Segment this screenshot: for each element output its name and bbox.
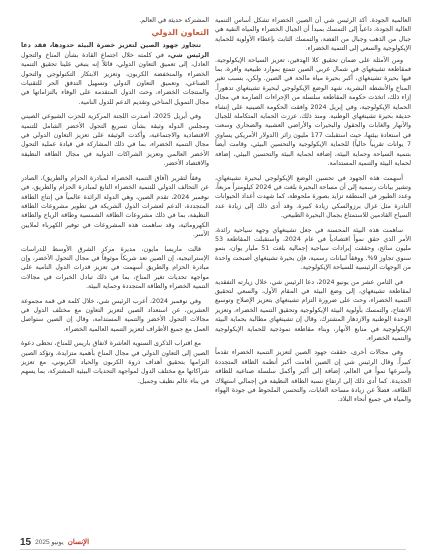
issue-date: يونيو 2025 bbox=[35, 539, 64, 546]
footer-divider bbox=[20, 549, 406, 550]
column-paragraph: ساهمت هذه البيئة المحسنة في جعل تشينغهاي وجهة سياحية رائدة، الأمر الذي حقق نمواً اقتصادياً في عام 2024، واستقبلت المقاطعة 53 مليون سائح، وحققت إيرادات سياحية إجمالية بلغت 51 مليار يوان، بنمو سنوي تجاوز 9%. ووفقاً لبيانات رسمية، فإن بحيرة تشينغهاي أصبحت واحدة من الوجهات الرئيسية للسياحة الإيكولوجية. bbox=[215, 226, 411, 272]
column-paragraph: وفي مجالات أخرى، حققت جهود الصين لتعزيز التنمية الخضراء تقدماً كبيراً. وقال الرئيس شي إن الصين أقامت أكبر أنظمة الطاقة المتجددة وأسرعها نمواً في العالم، إضافة إلى أكبر وأكمل سلسلة صناعية للطاقة الجديدة. كما أدى ذلك إلى ارتفاع نسبة الطاقة النظيفة في إجمالي استهلاك الطاقة، فضلاً عن زيادة مساحة الغابات، والتحسن الملحوظ في جودة الهواء والمياه في جميع أنحاء البلاد. bbox=[215, 349, 411, 404]
column-top-line: المشتركة حديثة في العالم. bbox=[139, 17, 209, 24]
column-paragraph: وفي أبريل 2025، أصدرت اللجنة المركزية للحزب الشيوعي الصيني ومجلس الدولة وثيقة بشأن تسريع التحول الأخضر الشامل للتنمية الاقتصادية والاجتماعية، وأكدت الوثيقة على تعزيز التعاون الدولي في مجال التنمية الخضراء، بما في ذلك المشاركة في قيادة عملية التحول الأخضر العالمي وتعزيز الشراكات الدولية في مجال الطاقة النظيفة والاقتصاد الأخضر. bbox=[21, 113, 209, 168]
column-paragraph: العالمية الجودة. أكد الرئيس شي أن الصين الخضراء تشكل أساس التنمية العالية الجودة، داعياً إلى التمسك بمبدأ أن الجبال الخضراء والمياه النقية هي جبال من الذهب وجبال من الفضة، والتمسك الثابت بإعطاء الأولوية للحماية الإيكولوجية والسعي إلى التنمية الخضراء. bbox=[215, 17, 411, 53]
paragraph-continuation: في كلمته خلال اجتماع القادة بشأن المناخ والتحول العادل، إلى تعميق التعاون الدولي، قائلاً إنه ينبغي علينا تحقيق التنمية الخضراء والمنخفضة الكربون، وتعزيز الابتكار التكنولوجي والتحول الصناعي، وتعميق التعاون الدولي وتسهيل التدفق الحر للتقنيات والمنتجات الخضراء، وحث الدول المتقدمة على الوفاء بالتزاماتها في مجال التمويل المناخي وتقديم الدعم للدول النامية. bbox=[21, 51, 209, 106]
column-paragraph: وفي نوفمبر 2024، أعرب الرئيس شي، خلال كلمة في قمة مجموعة العشرين، عن استعداد الصين لتعزيز التعاون مع مختلف الدول في مجالات التحول الأخضر والتنمية المستدامة، وقال إن الصين ستواصل العمل مع جميع الأطراف لتعزيز التنمية العالمية الخضراء. bbox=[21, 297, 209, 333]
lead-in-bold: تتجاوز جهود الصين لتعزيز خضرة البيئة حدودها، فقد دعا الرئيس شي، bbox=[21, 42, 209, 59]
column-paragraph: وفقاً لتقرير (آفاق التنمية الخضراء لمبادرة الحزام والطريق)، الصادر عن التحالف الدولي للتنمية الخضراء التابع لمبادرة الحزام والطريق، في نوفمبر 2024، تقدم الصين، وهي الدولة الرائدة عالمياً في إنتاج الطاقة المتجددة، الدعم لعشرات الدول الشريكة في تطوير مشروعات الطاقة النظيفة، بما في ذلك مشروعات الطاقة الشمسية وطاقة الرياح والطاقة الكهرومائية، وقد ساهمت هذه المشروعات في توفير الكهرباء لملايين الأسر. bbox=[21, 174, 209, 239]
column-paragraph: أسهمت هذه الجهود في تحسين الوضع الإيكولوجي لبحيرة تشينغهاي، وتشير بيانات رسمية إلى أن مساحة البحيرة بلغت في 2024 كيلومتراً مربعاً، وعدد الطيور في المنطقة تزايد بصورة ملحوظة، كما شهدت أعداد الحيوانات النادرة مثل غزال برزوالسكي زيادة كبيرة. وقد أدى ذلك إلى زيادة عدد السياح القادمين للاستمتاع بجمال البحيرة الطبيعي. bbox=[215, 174, 411, 220]
column-paragraph: ومن الأمثلة على ضمان تحقيق كلا الهدفين، تعزيز السياحة الإيكولوجية. فمقاطعة تشينغهاي في شمال غربي الصين تتمتع بموارد طبيعية وافرة، بما فيها بحيرة تشينغهاي، أكبر بحيرة مياه مالحة في الصين. ولكن، بسبب تغير المناخ والأنشطة البشرية، شهد الوضع الإيكولوجي لبحيرة تشينغهاي تدهوراً. إزاء ذلك، اتخذت حكومة المقاطعة سلسلة من الإجراءات الصارمة في مجال الحماية الإيكولوجية، وفي إبريل 2024 وافقت الحكومة الصينية على إنشاء حديقة بحيرة تشينغهاي الوطنية. ومنذ ذلك، عززت الحماية المتكاملة للجبال والأنهار والغابات والحقول والبحيرات والأراضي العشبية والصحاري وسعت في استعادة بيئتها، حيث استقبلت 177 مليون زائر (الدولار الأمريكي يساوي 7 يوانات تقريباً حالياً) للحماية الإيكولوجية والتحسين البيئي، وقامت أيضاً بتنمية السياحة وحماية البيئة، إضافة لحماية البيئة والتحسين البيئي، إضافة لحماية البيئة والتنمية المستدامة. bbox=[215, 56, 411, 168]
section-heading: التعاون الدولي bbox=[151, 28, 209, 38]
column-paragraph: مع اقتراب الذكرى السنوية العاشرة لاتفاق باريس للمناخ، تحظى دعوة الصين إلى التعاون الدولي في مجال المناخ بأهمية متزايدة، وتؤكد الصين التزامها بتحقيق أهداف ذروة الكربون والحياد الكربوني، مع تعزيز شراكاتها مع مختلف الدول لمواجهة التحديات البيئية المشتركة، بما يسهم في بناء عالم نظيف وجميل. bbox=[21, 340, 209, 385]
column-paragraph: في الثامن عشر من يونيو 2024، دعا الرئيس شي، خلال زيارته التفقدية لمقاطعة تشينغهاي، إلى وضع البيئة في المقام الأول، والسعي لتحقيق التنمية الخضراء، وحث على ضرورة التزام تشينغهاي بتعزيز الإصلاح وتوسيع الانفتاح، والتمسك بأولوية البيئة الإيكولوجية وتحقيق التنمية الخضراء، وتعزيز الوحدة الوطنية والازدهار المشترك، وقال إن تشينغهاي مطالبة بحماية البيئة الإيكولوجية في منابع الأنهار، وبناء مقاطعة نموذجية للحماية الإيكولوجية والتنمية الخضراء. bbox=[215, 278, 411, 342]
page-number: 15 bbox=[20, 536, 32, 548]
magazine-logo-mark: الإنسان bbox=[67, 539, 90, 546]
column-paragraph: قالت ماريسا مايون، مديرة مركز الشرق الأوسط للدراسات الإستراتيجية، إن الصين تعد شريكاً موثوقاً في مجال التحول الأخضر، وإن مبادرة الحزام والطريق أسهمت في تعزيز قدرات الدول النامية على مواجهة تحديات تغير المناخ، بما في ذلك تبادل الخبرات في مجالات التنمية الخضراء والطاقة المتجددة وحماية البيئة. bbox=[21, 245, 209, 291]
column-paragraph bbox=[21, 41, 209, 107]
left-text-column bbox=[21, 16, 209, 524]
page-footer bbox=[20, 535, 140, 549]
right-text-column bbox=[215, 16, 411, 530]
